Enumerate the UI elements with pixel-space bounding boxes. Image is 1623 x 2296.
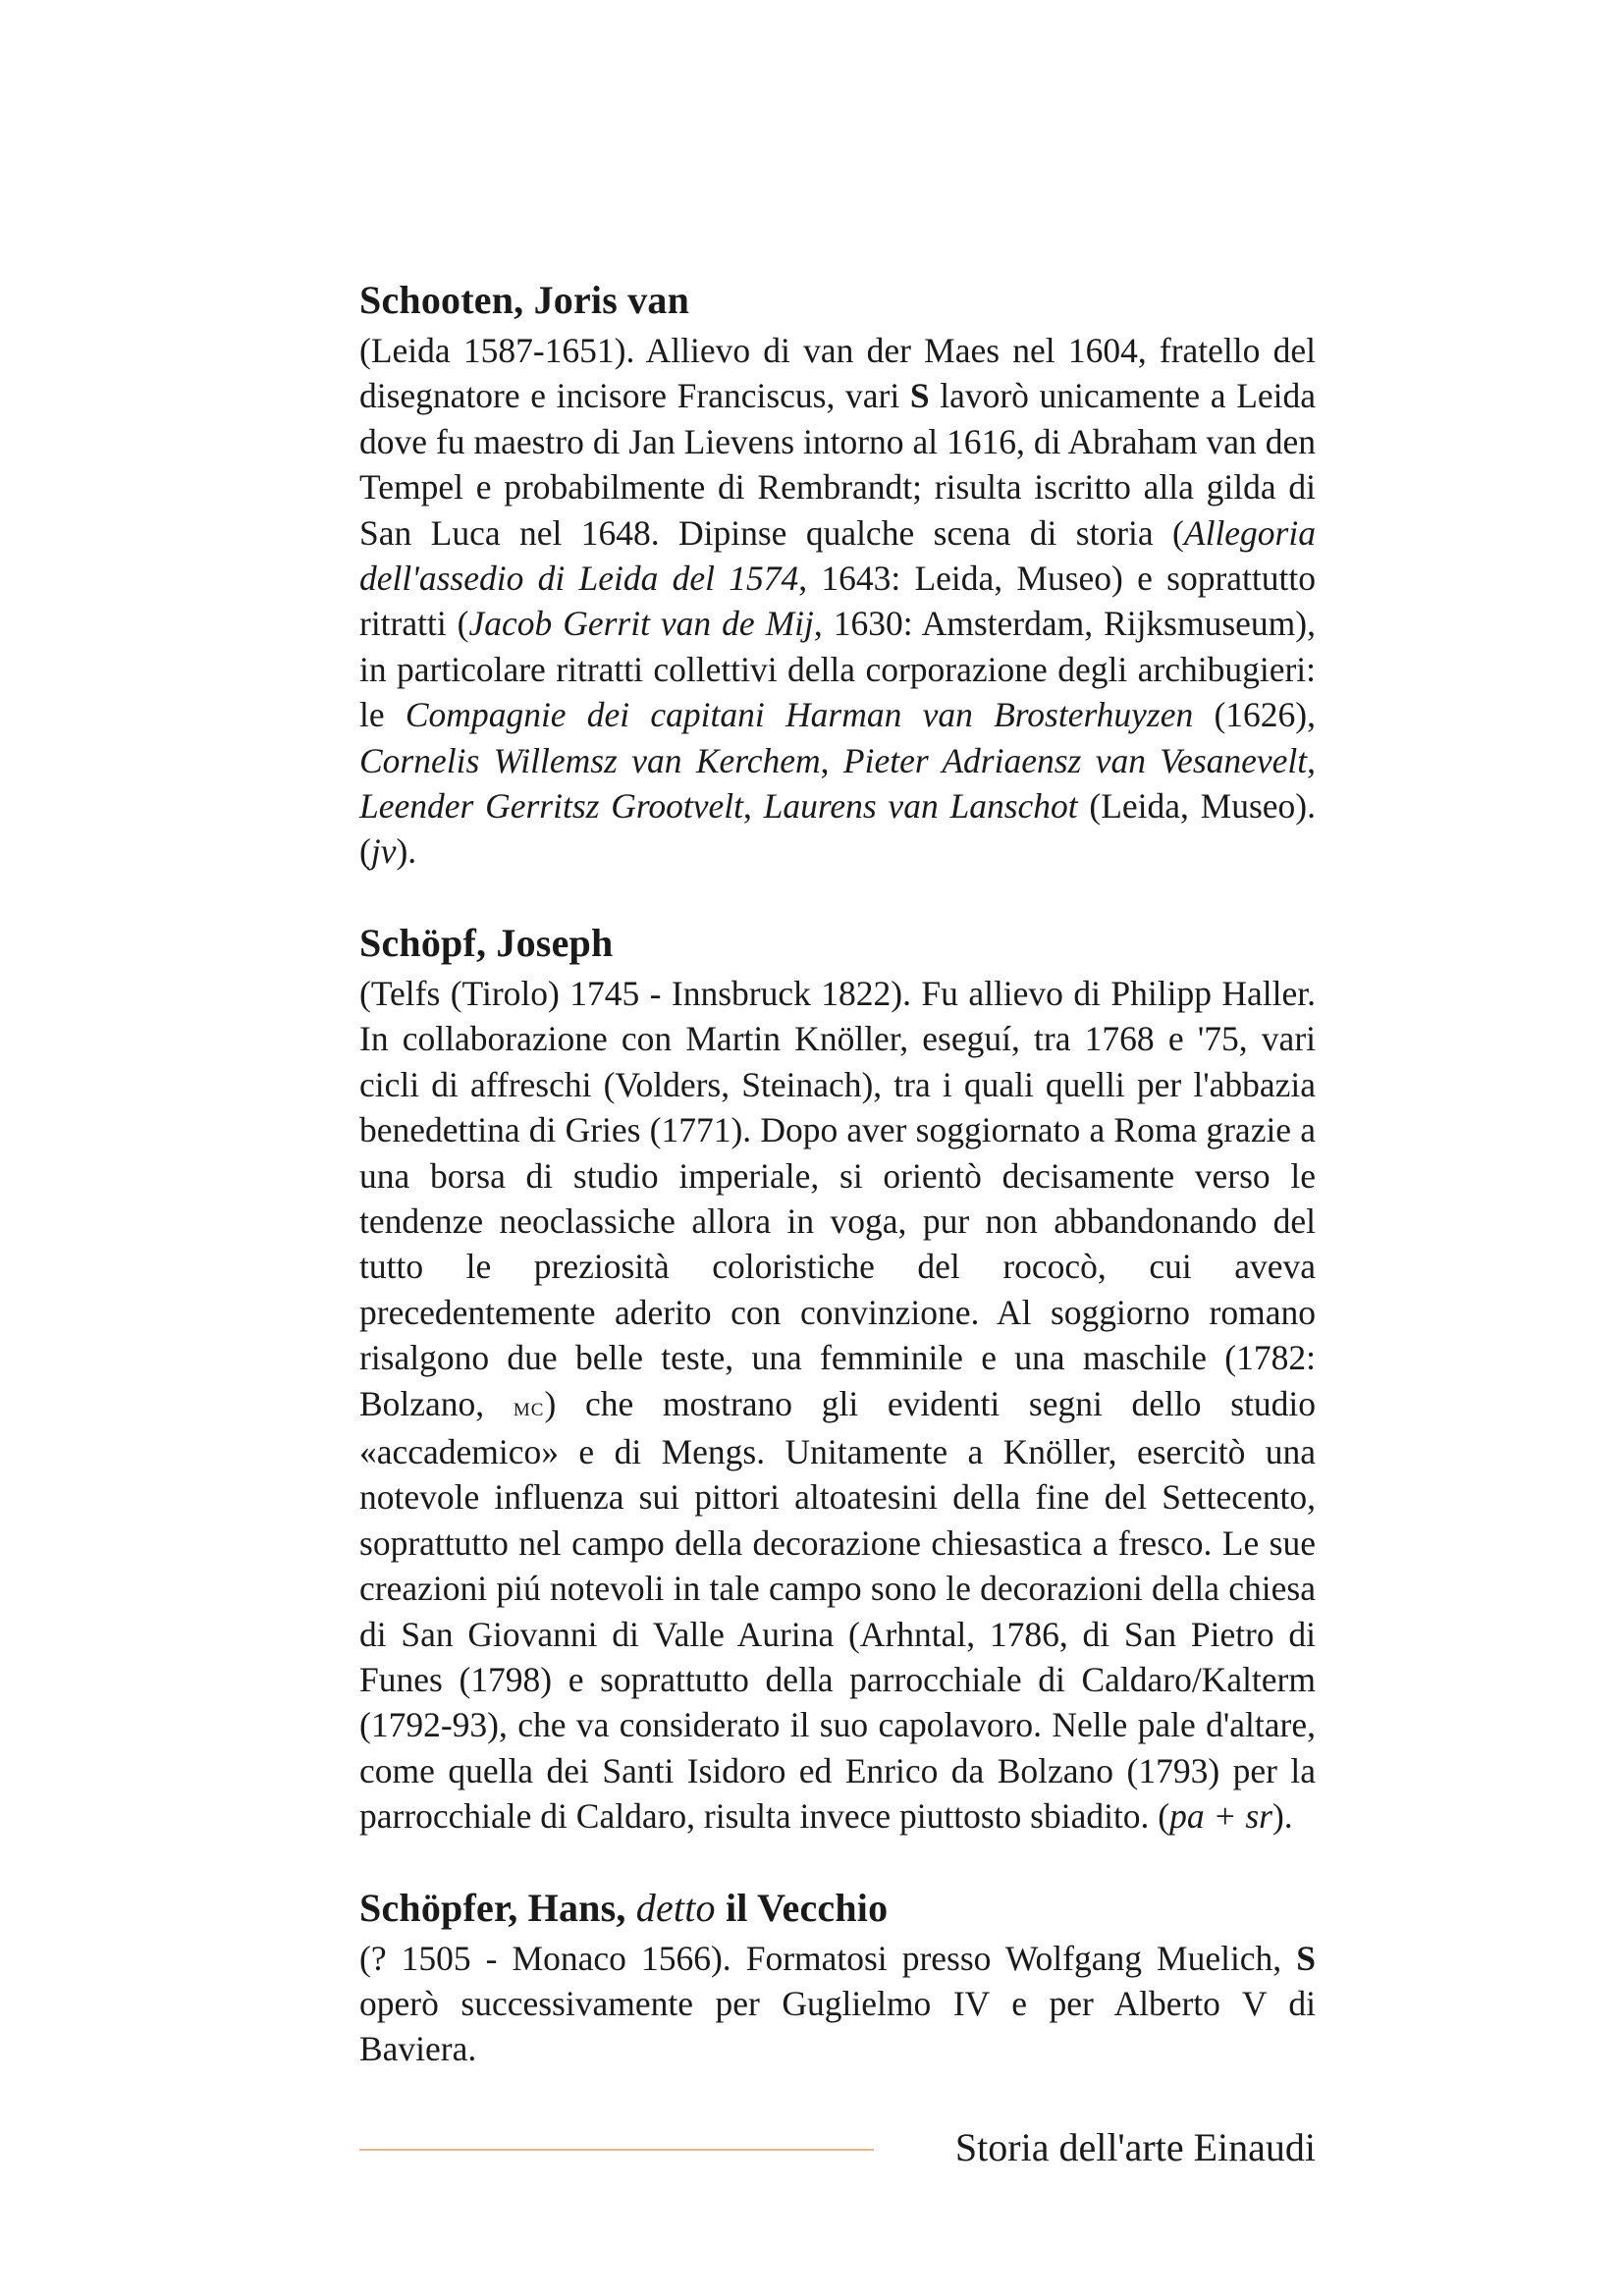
bold-abbreviation: S [909,376,930,416]
footer-rule [359,2149,874,2151]
text-run: , 1643: Leida, Museo) e soprattutto ritratti ( [359,559,1316,644]
text-run: (Telfs (Tirolo) 1745 - Innsbruck 1822). Fu allievo di Philipp Haller. In collaborazione con Martin Knöller, eseguí, tra 1768 e '75, vari cicli di affreschi (Volders, Steinach), tra i quali quelli per l'abbazia benedettina di Gries (1771). Dopo aver soggiornato a Roma grazie a una borsa di studio imperiale, si orientò decisamente verso le tendenze neoclassiche allora in voga, pur non abbandonando del tutto le preziosità coloristiche del rococò, cui aveva precedentemente aderito con convinzione. Al soggiorno romano risalgono due belle teste, una femminile e una maschile (1782: Bolzano, [359,973,1316,1423]
entry-body [359,328,1316,875]
italic-text: Laurens van Lanschot [763,786,1078,827]
italic-text: Jacob Gerrit van de Mij [468,604,814,644]
entry-title: Schooten, Joris van [359,278,690,322]
entry-title [359,1885,1316,1932]
text-run: (Leida, Museo). ( [359,786,1317,872]
entry-schooten [359,277,1316,875]
text-run: ) che mostrano gli evidenti segni dello studio «accademico» e di Mengs. Unitamente a Knöller, esercitò una notevole influenza sui pittori altoatesini della fine del Settecento, soprattutto nel campo della decorazione chiesastica a fresco. Le sue creazioni piú notevoli in tale campo sono le decorazioni della chiesa di San Giovanni di Valle Aurina (Arhntal, 1786, di San Pietro di Funes (1798) e soprattutto della parrocchiale di Caldaro/Kalterm (1792-93), che va considerato il suo capolavoro. Nelle pale d'altare, come quella dei Santi Isidoro ed Enrico da Bolzano (1793) per la parrocchiale di Caldaro, risulta invece piuttosto sbiadito. ( [359,1383,1316,1837]
bold-abbreviation: S [1296,1938,1316,1978]
italic-text: Cornelis Willemsz van Kerchem [359,740,821,780]
entry-schopf [359,920,1316,1840]
italic-text: Pieter Adriaensz van Vesanevelt [842,740,1308,780]
text-run: il Vecchio [715,1885,889,1930]
text-run: , 1630: Amsterdam, Rijksmuseum), in particolare ritratti collettivi della corporazione degli archibugieri: le [359,604,1316,735]
text-run: (Leida 1587-1651). Allievo di van der Maes nel 1604, fratello del disegnatore e incisore Franciscus, vari [359,331,1316,416]
italic-text: Allegoria dell'assedio di Leida del 1574 [359,512,1316,599]
small-caps-abbreviation: mc [513,1390,545,1421]
page-footer [359,2120,1316,2179]
entry-body [359,1936,1316,2072]
entry-title: Schöpf, Joseph [359,920,614,965]
text-run: operò successivamente per Guglielmo IV e per Alberto V di Baviera. [359,1984,1316,2069]
text-run: lavorò unicamente a Leida dove fu maestro di Jan Lievens intorno al 1616, di Abraham van den Tempel e probabilmente di Rembrandt; risulta iscritto alla gilda di San Luca nel 1648. Dipinse qualche scena di storia ( [359,376,1317,553]
text-run: (1626), [1193,695,1316,735]
footer-publisher: Storia dell'arte Einaudi [954,2125,1316,2169]
text-run: , [820,740,843,780]
text-run: Schöpfer, Hans, [359,1885,636,1930]
text-run: ). [396,831,417,872]
entry-schopfer [359,1885,1316,2072]
italic-text: detto [635,1885,716,1930]
text-run: , [1307,740,1317,780]
italic-text: Compagnie dei capitani Harman van Brosterhuyzen [405,695,1194,735]
entry-body [359,971,1316,1840]
document-page [359,277,1316,2117]
italic-text: jv [370,831,397,872]
text-run: , [742,786,764,827]
italic-text: Leender Gerritsz Grootvelt [359,786,743,827]
italic-text: pa + sr [1169,1796,1272,1837]
text-run: (? 1505 - Monaco 1566). Formatosi presso Wolfgang Muelich, [359,1938,1297,1978]
text-run: ). [1271,1796,1293,1837]
